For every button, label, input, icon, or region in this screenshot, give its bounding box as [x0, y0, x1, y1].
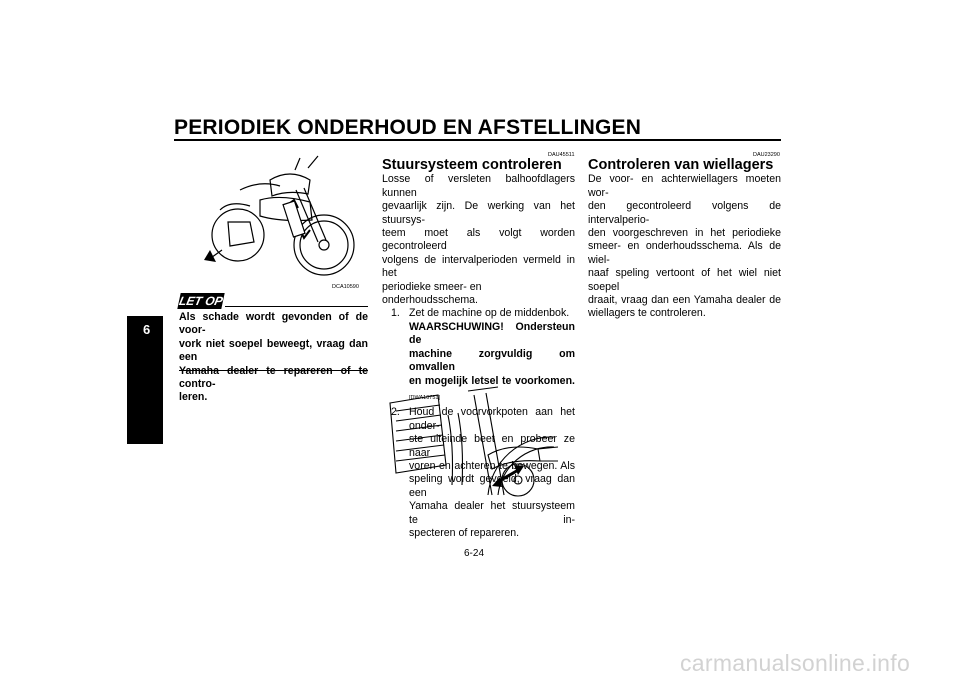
step-line: WAARSCHUWING! Ondersteun de: [409, 320, 575, 347]
step-line: Yamaha dealer het stuursysteem te in-: [409, 500, 575, 526]
step-line: machine zorgvuldig om omvallen: [409, 347, 575, 374]
paragraph-line: den voorgeschreven in het periodieke: [588, 227, 781, 240]
section-code: DAU45511: [548, 152, 575, 158]
paragraph-line: smeer- en onderhoudsschema. Als de wiel-: [588, 240, 781, 266]
wheel-bearing-section: [588, 159, 781, 321]
caution-text: [179, 311, 368, 405]
step-line: specteren of repareren.: [409, 526, 520, 539]
section-code: DAU23290: [753, 152, 780, 158]
caution-line: leren.: [179, 391, 208, 404]
paragraph-line: teem moet als volgt worden gecontroleerd: [382, 227, 575, 253]
step-number: 2.: [391, 406, 400, 419]
paragraph-line: volgens de intervalperioden vermeld in het: [382, 253, 575, 280]
step-line: en mogelijk letsel te voorkomen.: [409, 374, 575, 387]
step-line: speling wordt gevoeld, vraag dan een: [409, 473, 575, 499]
paragraph-line: De voor- en achterwiellagers moeten wor-: [588, 173, 781, 199]
section-heading: Controleren van wiellagers: [588, 157, 774, 173]
caution-line: vork niet soepel beweegt, vraag dan een: [179, 337, 368, 364]
page-number: 6-24: [464, 548, 485, 559]
paragraph-line: Losse of versleten balhoofdlagers kunnen: [382, 173, 575, 199]
step-line: Houd de voorvorkpoten aan het onder-: [409, 406, 575, 432]
warning-code: [DWA10751]: [409, 394, 440, 401]
paragraph-line: draait, vraag dan een Yamaha dealer de: [588, 294, 781, 307]
step-number: 1.: [391, 307, 400, 320]
paragraph-line: wiellagers te controleren.: [588, 307, 706, 320]
caution-label: LET OP: [177, 294, 225, 308]
steering-check-illustration: [388, 385, 558, 500]
caution-line: contro-: [179, 378, 216, 391]
page-title: PERIODIEK ONDERHOUD EN AFSTELLINGEN: [174, 116, 642, 139]
paragraph-line: periodieke smeer- en onderhoudsschema.: [382, 280, 482, 307]
paragraph-line: den gecontroleerd volgens de intervalperio-: [588, 200, 781, 226]
fork-check-illustration: [200, 150, 370, 285]
step-line: Zet de machine op de middenbok.: [409, 307, 570, 320]
header-rule: [174, 139, 781, 141]
caution-bottom-rule: [179, 370, 368, 371]
caution-line: Als schade wordt gevonden of de voor-: [179, 311, 368, 337]
step-line: voren en achteren te bewegen. Als: [409, 459, 575, 472]
chapter-number: 6: [143, 322, 151, 337]
paragraph-line: gevaarlijk zijn. De werking van het stuursys-: [382, 200, 575, 226]
step-line: ste uiteinde beet en probeer ze naar: [409, 433, 575, 459]
paragraph-line: naaf speling vertoont of het wiel niet soepel: [588, 267, 781, 293]
figure-code: DCA10590: [332, 284, 359, 290]
caution-top-rule: [225, 306, 368, 307]
watermark: carmanualsonline.info: [680, 650, 911, 676]
section-heading: Stuursysteem controleren: [382, 157, 562, 173]
